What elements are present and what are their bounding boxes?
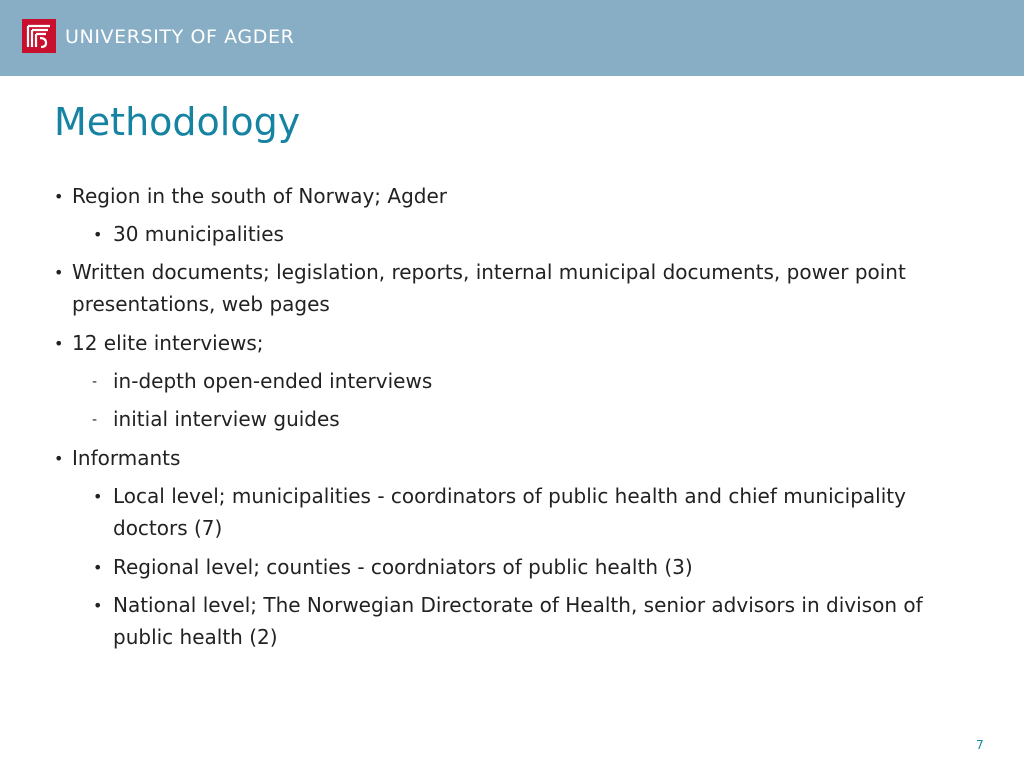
dash-marker: -: [92, 374, 98, 390]
bullet-marker: •: [54, 187, 64, 206]
bullet-item: [93, 480, 973, 544]
bullet-marker: •: [93, 596, 103, 615]
bullet-text: 30 municipalities: [113, 222, 284, 246]
bullet-marker: •: [93, 487, 103, 506]
bullet-text: Written documents; legislation, reports, internal municipal documents, power point presentations, web pages: [72, 260, 906, 316]
bullet-item: [54, 442, 992, 474]
bullet-marker: •: [54, 263, 64, 282]
bullet-text: Region in the south of Norway; Agder: [72, 184, 447, 208]
sub-item: [92, 403, 973, 435]
bullet-text: National level; The Norwegian Directorate of Health, senior advisors in divison of public health (2): [113, 593, 923, 649]
bullet-item: [54, 256, 992, 320]
bullet-text: Local level; municipalities - coordinators of public health and chief municipality doctors (7): [113, 484, 906, 540]
bullet-text: in-depth open-ended interviews: [113, 369, 433, 393]
bullet-item: [93, 218, 973, 250]
bullet-item: [93, 551, 973, 583]
bullet-text: Regional level; counties - coordniators of public health (3): [113, 555, 693, 579]
bullet-marker: •: [93, 558, 103, 577]
bullet-marker: •: [93, 225, 103, 244]
bullet-text: 12 elite interviews;: [72, 331, 264, 355]
sub-item: [92, 365, 973, 397]
org-name: UNIVERSITY OF AGDER: [65, 26, 295, 48]
bullet-item: [93, 589, 973, 653]
bullet-text: initial interview guides: [113, 407, 340, 431]
bullet-marker: •: [54, 334, 64, 353]
page-number: 7: [976, 738, 984, 752]
bullet-marker: •: [54, 449, 64, 468]
bullet-item: [54, 327, 992, 359]
dash-marker: -: [92, 412, 98, 428]
bullet-text: Informants: [72, 446, 181, 470]
bullet-item: [54, 180, 992, 212]
slide-title: Methodology: [54, 100, 301, 144]
